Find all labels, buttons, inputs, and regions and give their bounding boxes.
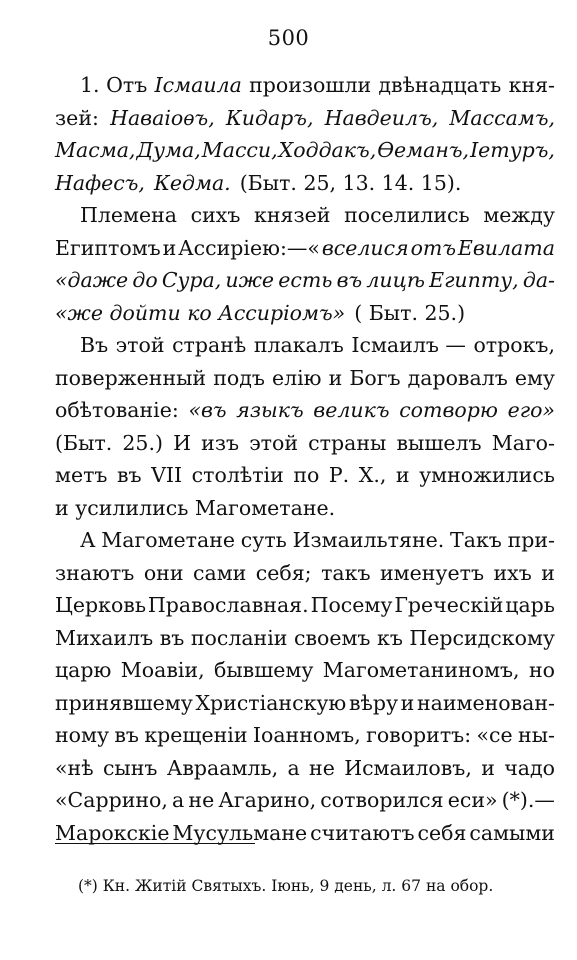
word: и усилились Магометане. <box>55 495 336 520</box>
word: а <box>172 788 185 812</box>
word: (Быт. 25, 13. 14. 15). <box>239 170 462 195</box>
word: наименован- <box>416 690 555 715</box>
word: Египту, <box>429 268 519 292</box>
word: самыми <box>469 820 555 845</box>
text-line <box>55 690 555 716</box>
word: его» <box>507 398 555 422</box>
word: Ѳеманъ, <box>377 138 470 162</box>
word: сами <box>192 560 247 585</box>
word: лицѣ <box>366 268 425 292</box>
word: обѣтованіе: <box>55 398 179 422</box>
text-line <box>55 722 555 748</box>
word: Магометане <box>101 528 236 552</box>
word: Магометаниномъ, <box>322 658 520 682</box>
text-line <box>55 430 555 456</box>
word: (*).— <box>501 788 555 812</box>
word: отрокъ, <box>473 333 555 357</box>
text-line <box>55 560 555 586</box>
word: кня- <box>508 73 555 97</box>
word: Навдеилъ, <box>324 105 439 130</box>
word: въ <box>159 625 185 650</box>
word: Ассиріею:—« <box>178 235 320 260</box>
word: чадо <box>504 755 555 780</box>
word: Массамъ, <box>449 105 555 130</box>
word: вышелъ <box>396 430 482 455</box>
word: Авраамль, <box>166 755 279 780</box>
word: Греческій <box>394 593 504 617</box>
word: Агарино, <box>218 788 317 812</box>
word: царю <box>55 658 112 682</box>
word: страны <box>308 430 387 455</box>
text-line <box>80 72 555 98</box>
word: еси» <box>447 788 498 812</box>
word: да- <box>522 268 555 292</box>
word: не <box>188 788 215 812</box>
word: метъ <box>55 463 108 487</box>
word: ному <box>55 723 110 747</box>
word: не <box>309 755 335 780</box>
word: плакалъ <box>253 333 344 357</box>
text-line <box>55 462 555 488</box>
text-line <box>55 137 555 163</box>
word: Іоанномъ, <box>252 723 361 747</box>
word: Евилата <box>457 235 555 260</box>
word: елію <box>271 365 322 390</box>
word: до <box>132 268 158 292</box>
word: такъ <box>321 560 371 585</box>
word: великъ <box>313 398 390 422</box>
word: языкъ <box>236 398 304 422</box>
word: «се <box>476 723 513 747</box>
word: Марокскіе <box>55 820 170 845</box>
text-line <box>55 820 555 846</box>
word: знаютъ <box>55 560 135 585</box>
word: бывшему <box>214 658 314 682</box>
word: Измаильтяне. <box>292 528 445 552</box>
word: Нафесъ, <box>55 170 145 195</box>
word: и <box>162 235 177 260</box>
word: считаютъ <box>310 820 415 845</box>
word: этой <box>249 430 299 455</box>
word: А <box>80 528 96 552</box>
text-line <box>80 527 555 553</box>
word: но <box>528 658 555 682</box>
word: вѣру <box>348 690 399 715</box>
word: Персидскому <box>409 625 555 650</box>
word: Х., <box>358 463 387 487</box>
word: иже <box>225 268 275 292</box>
word: они <box>143 560 184 585</box>
text-line <box>80 332 555 358</box>
word: царь <box>505 593 555 617</box>
text-line <box>80 202 555 228</box>
word: Моавіи, <box>120 658 205 682</box>
word: по <box>293 463 320 487</box>
word: Ходдакъ, <box>278 138 377 162</box>
word: Ісмаила <box>154 73 242 97</box>
word: даровалъ <box>407 365 508 390</box>
word: и <box>328 365 343 390</box>
word: Масма, <box>55 138 136 162</box>
word: Кедма. <box>153 170 231 195</box>
word: (Быт. <box>55 430 113 455</box>
word: сынъ <box>102 755 158 780</box>
text-line <box>55 495 555 521</box>
word: и <box>395 463 410 487</box>
word: именуетъ <box>380 560 484 585</box>
word: къ <box>377 625 403 650</box>
word: суть <box>240 528 287 552</box>
word: Р. <box>328 463 350 487</box>
word: Мусульмане <box>172 820 308 845</box>
word: странѣ <box>172 333 247 357</box>
word: Египтомъ <box>55 235 161 260</box>
word: принявшему <box>55 690 193 715</box>
text-line <box>55 365 555 391</box>
word: столѣтіи <box>191 463 284 487</box>
word: Въ <box>80 333 109 357</box>
word: а <box>287 755 300 780</box>
word: поселились <box>344 203 470 227</box>
word: Христіанскую <box>195 690 347 715</box>
word: и <box>481 755 495 780</box>
word: себя; <box>255 560 312 585</box>
text-line <box>55 105 555 131</box>
word: ему <box>514 365 555 390</box>
word: сихъ <box>190 203 241 227</box>
word: Посему <box>310 593 393 617</box>
word: при- <box>507 528 555 552</box>
page-number: 500 <box>267 26 310 50</box>
word: Михаилъ <box>55 625 154 650</box>
word: Дума, <box>136 138 201 162</box>
word: VII <box>151 463 183 487</box>
footnote-divider <box>55 843 255 844</box>
word: ихъ <box>493 560 532 585</box>
word: Кидаръ, <box>225 105 314 130</box>
word: Такъ <box>450 528 502 552</box>
word: отъ <box>410 235 457 260</box>
text-line <box>55 397 555 423</box>
word: между <box>483 203 555 227</box>
word: ( Быт. 25.) <box>354 300 466 325</box>
word: подъ <box>213 365 265 390</box>
word: «Саррино, <box>55 788 168 812</box>
word: сотворю <box>399 398 498 422</box>
word: произошли <box>249 73 372 97</box>
word: «же дойти ко Ассиріомъ» <box>55 300 346 325</box>
text-line <box>55 787 555 813</box>
text-line <box>55 300 555 326</box>
word: 1. Отъ <box>80 73 148 97</box>
footnote: (*) Кн. Житій Святыхъ. Іюнь, 9 день, л. 67 на обор. <box>78 877 494 895</box>
word: 25.) <box>122 430 163 455</box>
word: «въ <box>188 398 227 422</box>
text-line <box>55 235 555 261</box>
word: Іетуръ, <box>470 138 555 162</box>
word: умножились <box>419 463 555 487</box>
word: Масси, <box>201 138 278 162</box>
word: Сура, <box>161 268 222 292</box>
word: ны- <box>518 723 555 747</box>
word: этой <box>115 333 165 357</box>
word: князей <box>254 203 331 227</box>
word: говоритъ: <box>366 723 472 747</box>
word: поверженный <box>55 365 207 390</box>
word: въ <box>117 463 142 487</box>
text-line <box>55 267 555 293</box>
text-line <box>55 170 555 196</box>
word: «даже <box>55 268 129 292</box>
word: Православная. <box>147 593 309 617</box>
word: вселися <box>321 235 409 260</box>
word: себя <box>417 820 467 845</box>
word: И <box>173 430 192 455</box>
word: своемъ <box>293 625 371 650</box>
word: Богъ <box>349 365 401 390</box>
word: Исмаиловъ, <box>344 755 472 780</box>
word: Племена <box>80 203 177 227</box>
word: и <box>400 690 415 715</box>
text-line <box>55 755 555 781</box>
word: посланіи <box>190 625 288 650</box>
word: Маго- <box>491 430 555 455</box>
word: крещеніи <box>144 723 248 747</box>
text-line <box>55 625 555 651</box>
word: «нѣ <box>55 755 94 780</box>
word: зей: <box>55 105 99 130</box>
text-line <box>55 657 555 683</box>
word: Ісмаилъ — <box>351 333 466 357</box>
word: въ <box>336 268 363 292</box>
word: Наваіоѳъ, <box>110 105 215 130</box>
word: и <box>541 560 555 585</box>
word: есть <box>278 268 333 292</box>
text-line <box>55 592 555 618</box>
word: изъ <box>201 430 240 455</box>
word: двѣнадцать <box>378 73 502 97</box>
word: сотворился <box>320 788 444 812</box>
word: Церковь <box>55 593 146 617</box>
word: въ <box>114 723 139 747</box>
